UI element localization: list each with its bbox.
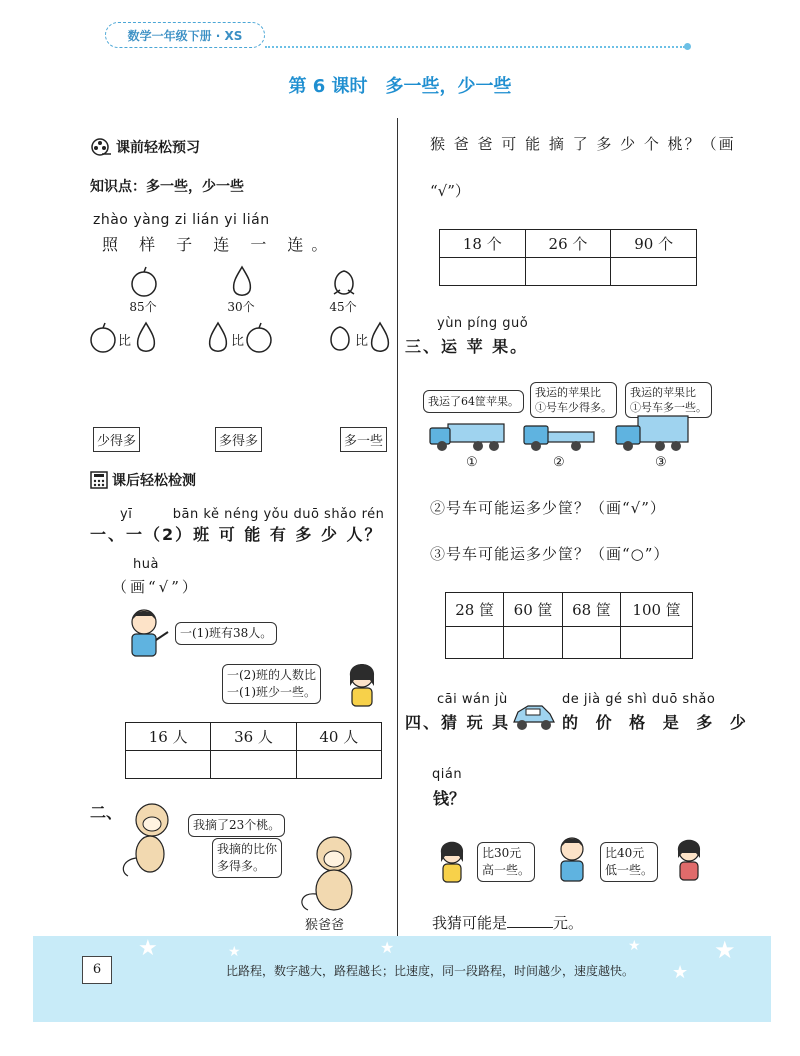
q1-answer-cell[interactable]: [126, 751, 211, 779]
q4-speech-bubble-1: [477, 842, 535, 882]
q3-option-60: 60 筐: [504, 593, 562, 627]
q1-text: 一、一（2）班 可 能 有 多 少 人？: [90, 525, 383, 544]
compare-word: 比: [118, 334, 132, 349]
truck-1-icon: [428, 418, 508, 454]
star-icon: ★: [228, 944, 241, 960]
pear-count: 30个: [227, 300, 255, 314]
q1-answer-cell[interactable]: [211, 751, 296, 779]
test-title: 课后轻松检测: [112, 473, 196, 489]
q2-answer-cell[interactable]: [611, 258, 697, 286]
calculator-icon: [90, 471, 108, 489]
q3-sub2: ③号车可能运多少筐？（画“○”）: [430, 545, 670, 563]
q3-text: 三、运 苹 果。: [405, 337, 529, 356]
star-icon: ★: [138, 936, 158, 961]
q2-answer-cell[interactable]: [525, 258, 611, 286]
q4-bubble1-line1: 比30元: [482, 846, 522, 860]
q4-bubble2-line1: 比40元: [605, 846, 645, 860]
q2-option-26: 26 个: [525, 230, 611, 258]
q4-pinyin-a: cāi wán jù: [437, 692, 508, 707]
q-intro-pinyin: zhào yàng zi lián yi lián: [93, 212, 270, 228]
boy-student-illustration: [122, 606, 170, 662]
peach-count: 45个: [329, 300, 357, 314]
q4-pinyin-c: qián: [432, 767, 463, 782]
q2-option-18: 18 个: [440, 230, 526, 258]
truck-3-icon: [614, 412, 690, 456]
girl-student-illustration: [672, 836, 706, 882]
q4-text-a: 四、猜 玩 具: [405, 713, 511, 732]
q4-text-b: 的 价 格 是 多 少: [562, 713, 752, 732]
q2-bubble2-line2: 多得多。: [217, 859, 266, 873]
apple-count: 85个: [129, 300, 157, 314]
truck-2-icon: [520, 418, 596, 454]
header-dot: [684, 43, 691, 50]
page-number: 6: [82, 956, 112, 984]
q2-speech-bubble-2: [212, 838, 282, 878]
q4-speech-bubble-2: [600, 842, 658, 882]
star-icon: ★: [628, 938, 641, 954]
q1-hua-text: （画“√”）: [112, 578, 200, 596]
q4-answer-blank[interactable]: [507, 913, 553, 928]
q3-answer-cell[interactable]: [446, 627, 504, 659]
q1-speech-bubble-1: 一(1)班有38人。: [175, 622, 277, 645]
option-more-some[interactable]: 多一些: [340, 427, 387, 452]
q3-pinyin: yùn píng guǒ: [437, 316, 529, 331]
apple-icon: [244, 322, 274, 354]
pear-icon: [367, 320, 393, 354]
truck-number-1: ①: [466, 455, 478, 470]
truck2-bubble-line2: ①号车少得多。: [535, 401, 612, 414]
boy-student-illustration: [552, 834, 596, 884]
footer-tip: 比路程，数字越大，路程越长；比速度，同一段路程，时间越少，速度越快。: [225, 964, 634, 978]
truck2-speech-bubble: [530, 382, 617, 418]
peach-icon: [325, 322, 355, 354]
q3-answer-cell[interactable]: [562, 627, 620, 659]
q4-answer-prefix: 我猜可能是: [432, 914, 508, 932]
header-divider: [265, 46, 685, 48]
preview-title: 课前轻松预习: [116, 140, 200, 156]
father-monkey-illustration: [296, 832, 370, 914]
q3-sub1: ②号车可能运多少筐？（画“√”）: [430, 499, 666, 517]
q4-text-c: 钱？: [433, 789, 466, 808]
q1-answer-table: [125, 722, 382, 779]
truck-number-2: ②: [553, 455, 565, 470]
q1-bubble2-line1: 一(2)班的人数比: [227, 668, 316, 682]
q4-answer-suffix: 元。: [553, 914, 584, 932]
q1-speech-bubble-2: [222, 664, 321, 704]
truck2-bubble-line1: 我运的苹果比: [535, 386, 601, 399]
q2-bubble2-line1: 我摘的比你: [217, 842, 278, 856]
q2-answer-cell[interactable]: [440, 258, 526, 286]
pear-icon: [228, 264, 256, 298]
star-icon: ★: [380, 938, 395, 957]
compare-word: 比: [355, 334, 369, 349]
star-icon: ★: [714, 936, 736, 964]
peach-icon: [328, 266, 360, 298]
q3-option-100: 100 筐: [621, 593, 693, 627]
girl-student-illustration: [432, 838, 472, 884]
girl-student-illustration: [338, 660, 384, 708]
q3-answer-cell[interactable]: [621, 627, 693, 659]
q2-caption: 猴爸爸: [305, 918, 345, 933]
compare-word: 比: [231, 334, 245, 349]
q2-continuation-line1: 猴 爸 爸 可 能 摘 了 多 少 个 桃？（画: [430, 135, 736, 153]
toy-car-icon: [510, 700, 556, 734]
q3-answer-cell[interactable]: [504, 627, 562, 659]
film-reel-icon: [90, 138, 112, 156]
q3-answer-table: [445, 592, 693, 659]
q1-hua-pinyin: huà: [133, 557, 159, 572]
q4-bubble1-line2: 高一些。: [482, 863, 531, 877]
pear-icon: [205, 320, 231, 354]
truck3-bubble-line2: ①号车多一些。: [630, 401, 707, 414]
apple-icon: [128, 266, 160, 298]
lesson-title: 第 6 课时 多一些，少一些: [288, 76, 512, 97]
truck1-speech-bubble: 我运了64筐苹果。: [423, 390, 524, 413]
small-monkey-illustration: [118, 798, 180, 880]
preview-section-header: [90, 137, 200, 157]
q1-option-40: 40 人: [296, 723, 381, 751]
q4-bubble2-line2: 低一些。: [605, 863, 654, 877]
header-tag: 数学一年级下册 · XS: [105, 22, 265, 48]
test-section-header: [90, 470, 196, 490]
q2-label: 二、: [90, 803, 123, 822]
q4-answer-line: [432, 912, 583, 933]
q1-pinyin: yī bān kě néng yǒu duō shǎo rén: [120, 507, 385, 522]
q1-answer-cell[interactable]: [296, 751, 381, 779]
knowledge-point: 知识点：多一些，少一些: [90, 179, 244, 195]
q4-pinyin-b: de jià gé shì duō shǎo: [562, 692, 716, 707]
truck-number-3: ③: [655, 455, 667, 470]
option-less-much[interactable]: 少得多: [93, 427, 140, 452]
q1-bubble2-line2: 一(1)班少一些。: [227, 685, 316, 699]
q2-answer-table: [439, 229, 697, 286]
q2-speech-bubble-1: 我摘了23个桃。: [188, 814, 285, 837]
q1-option-16: 16 人: [126, 723, 211, 751]
option-more-much[interactable]: 多得多: [215, 427, 262, 452]
pear-icon: [133, 320, 159, 354]
apple-icon: [88, 322, 118, 354]
q-intro-text: 照 样 子 连 一 连。: [102, 235, 336, 254]
q2-continuation-line2: “√”）: [430, 182, 470, 200]
star-icon: ★: [672, 962, 689, 983]
truck3-bubble-line1: 我运的苹果比: [630, 386, 696, 399]
column-divider: [397, 118, 398, 938]
q3-option-68: 68 筐: [562, 593, 620, 627]
q2-option-90: 90 个: [611, 230, 697, 258]
q3-option-28: 28 筐: [446, 593, 504, 627]
q1-option-36: 36 人: [211, 723, 296, 751]
